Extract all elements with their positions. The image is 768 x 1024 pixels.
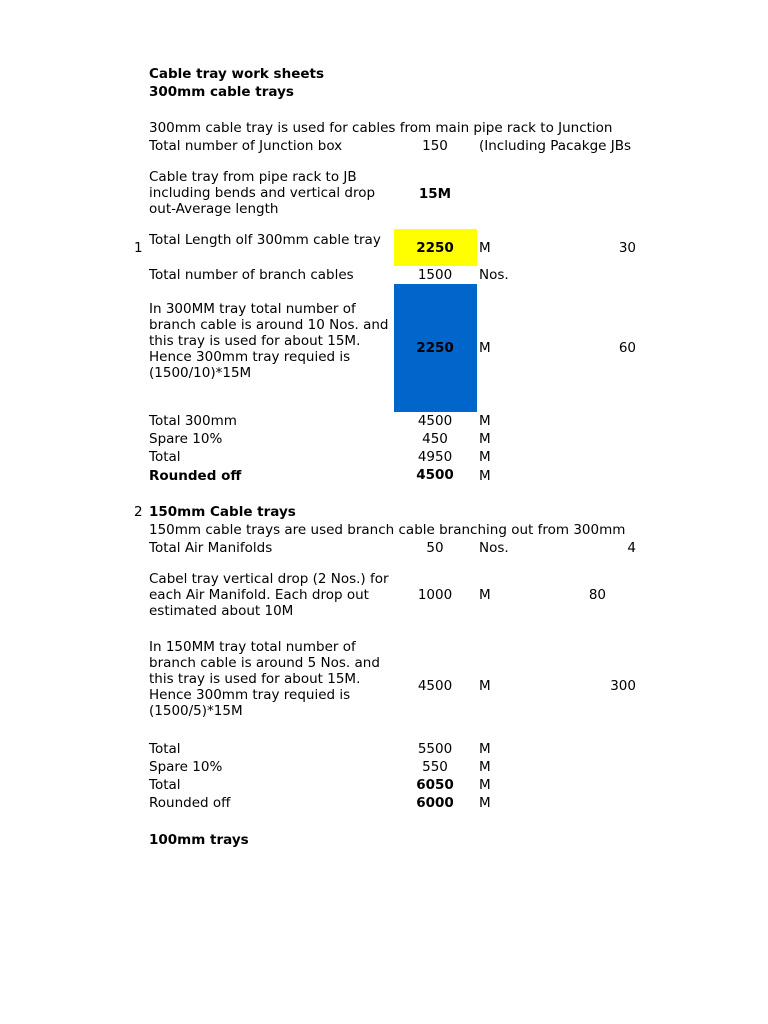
s2-drop-extra: 80 — [588, 587, 606, 603]
s2-drop-label: Cabel tray vertical drop (2 Nos.) for each Air Manifold. Each drop out estimated about 10M — [149, 571, 389, 619]
s1-jb-label: Total number of Junction box — [149, 138, 343, 154]
s1-length-extra: 30 — [618, 240, 636, 256]
s2-total2-label: Total — [149, 777, 181, 793]
s2-rounded-label: Rounded off — [149, 795, 231, 811]
s1-length-label: Total Length olf 300mm cable tray — [149, 232, 381, 248]
s2-spare-unit: M — [479, 759, 491, 775]
s1-intro: 300mm cable tray is used for cables from main pipe rack to Junction — [149, 120, 613, 136]
s1-length-value: 2250 — [416, 240, 454, 256]
s1-avg-value: 15M — [418, 186, 452, 202]
s1-jb-value: 150 — [422, 138, 448, 154]
s2-drop-unit: M — [479, 587, 491, 603]
section-title-300mm: 300mm cable trays — [149, 84, 294, 100]
s2-calc-extra: 300 — [610, 678, 636, 694]
s1-rounded-value: 4500 — [416, 467, 454, 483]
s2-calc-value: 4500 — [417, 678, 453, 694]
section-title-150mm: 150mm Cable trays — [149, 504, 296, 520]
s1-spare-unit: M — [479, 431, 491, 447]
s2-am-extra: 4 — [627, 540, 636, 556]
s2-total-label: Total — [149, 741, 181, 757]
s1-calc-value: 2250 — [416, 340, 454, 356]
s2-total2-unit: M — [479, 777, 491, 793]
page-title: Cable tray work sheets — [149, 66, 324, 82]
s1-total-value: 4950 — [417, 449, 453, 465]
s2-total2-value: 6050 — [416, 777, 454, 793]
s1-length-unit: M — [479, 240, 491, 256]
s2-total-value: 5500 — [417, 741, 453, 757]
s1-rounded-label: Rounded off — [149, 468, 242, 484]
s1-calc-unit: M — [479, 340, 491, 356]
s2-spare-label: Spare 10% — [149, 759, 223, 775]
s2-rounded-value: 6000 — [416, 795, 454, 811]
s1-total-unit: M — [479, 449, 491, 465]
s1-total300-value: 4500 — [417, 413, 453, 429]
s1-branch-label: Total number of branch cables — [149, 267, 354, 283]
s1-calc-extra: 60 — [618, 340, 636, 356]
s2-intro: 150mm cable trays are used branch cable branching out from 300mm — [149, 522, 626, 538]
s1-branch-unit: Nos. — [479, 267, 509, 283]
s1-avg-label: Cable tray from pipe rack to JB including bends and vertical drop out-Average length — [149, 169, 376, 217]
s1-item-number: 1 — [134, 240, 143, 256]
s1-calc-label: In 300MM tray total number of branch cable is around 10 Nos. and this tray is used for about 15M. Hence 300mm tray requied is (1500/10)*15M — [149, 301, 389, 381]
s2-am-label: Total Air Manifolds — [149, 540, 273, 556]
s1-branch-value: 1500 — [417, 267, 453, 283]
s2-am-value: 50 — [426, 540, 444, 556]
s1-rounded-unit: M — [479, 468, 491, 484]
s1-total300-unit: M — [479, 413, 491, 429]
s2-drop-value: 1000 — [417, 587, 453, 603]
s1-jb-note: (Including Pacakge JBs — [479, 138, 632, 154]
s1-spare-label: Spare 10% — [149, 431, 223, 447]
s1-total-label: Total — [149, 449, 181, 465]
s2-rounded-unit: M — [479, 795, 491, 811]
s1-spare-value: 450 — [422, 431, 448, 447]
s1-total300-label: Total 300mm — [149, 413, 237, 429]
s2-item-number: 2 — [134, 504, 143, 520]
s2-am-unit: Nos. — [479, 540, 509, 556]
s2-total-unit: M — [479, 741, 491, 757]
section-title-100mm: 100mm trays — [149, 832, 249, 848]
s2-calc-label: In 150MM tray total number of branch cable is around 5 Nos. and this tray is used for about 15M. Hence 300mm tray requied is (1500/5)*15M — [149, 639, 380, 719]
s2-calc-unit: M — [479, 678, 491, 694]
s2-spare-value: 550 — [422, 759, 448, 775]
